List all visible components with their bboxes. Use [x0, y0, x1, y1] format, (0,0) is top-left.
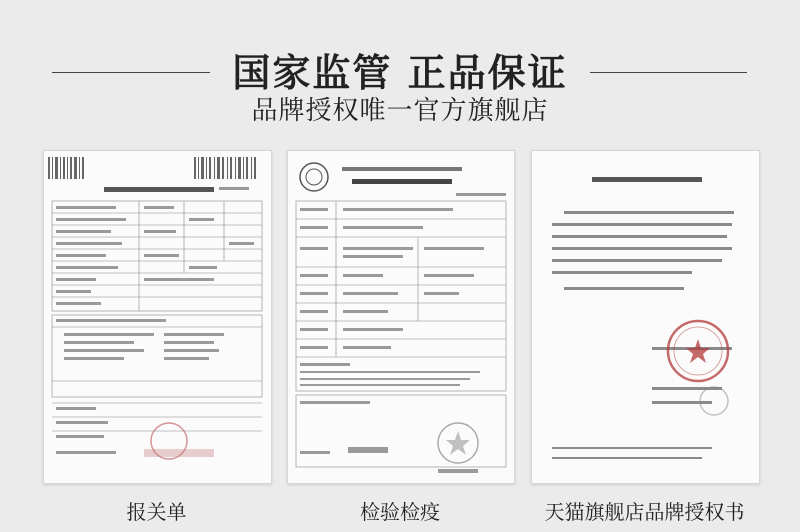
page-title: 国家监管 正品保证 — [232, 51, 568, 95]
title-divider-right — [590, 72, 747, 73]
caption-inspection-quarantine: 检验检疫 — [360, 500, 440, 524]
inspection-certificate-image — [287, 150, 515, 484]
caption-brand-authorization: 天猫旗舰店品牌授权书 — [544, 500, 745, 524]
caption-customs-declaration: 报关单 — [126, 500, 187, 524]
page-subtitle: 品牌授权唯一官方旗舰店 — [251, 96, 549, 126]
authorization-letter-image — [531, 150, 760, 484]
customs-declaration-image — [43, 150, 272, 484]
